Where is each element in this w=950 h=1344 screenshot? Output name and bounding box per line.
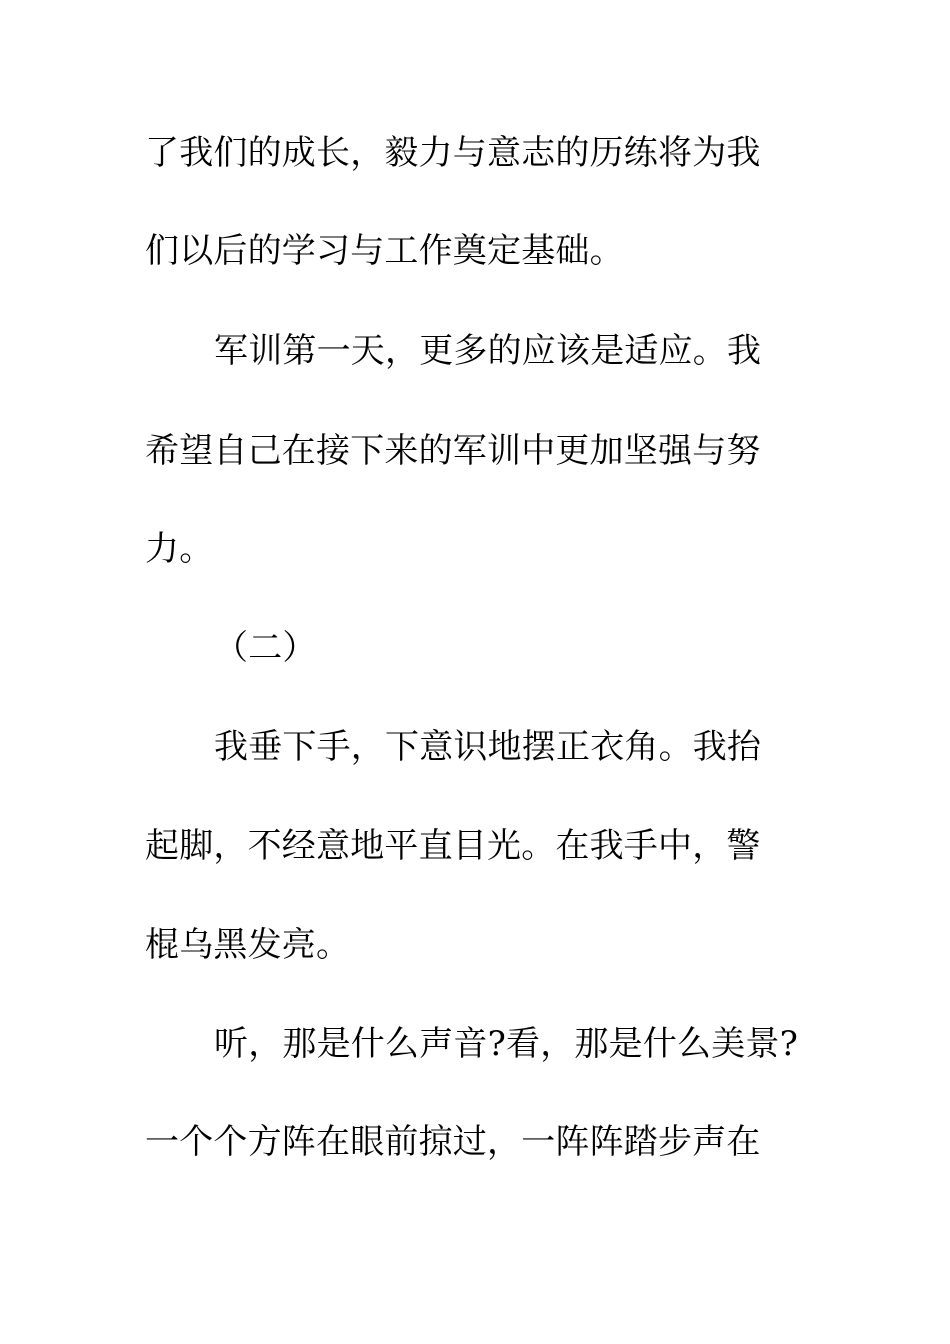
paragraph-start-line: 听，那是什么声音?看，那是什么美景? (214, 1024, 799, 1064)
section-heading: （二） (214, 628, 317, 668)
text-line: 希望自己在接下来的军训中更加坚强与努 (145, 431, 761, 471)
paragraph-start-line: 军训第一天，更多的应该是适应。我 (214, 331, 762, 371)
text-line: 一个个方阵在眼前掠过，一阵阵踏步声在 (145, 1122, 761, 1162)
text-line: 起脚，不经意地平直目光。在我手中，警 (145, 826, 761, 866)
text-line: 们以后的学习与工作奠定基础。 (145, 231, 624, 271)
paragraph-start-line: 我垂下手，下意识地摆正衣角。我抬 (214, 727, 762, 767)
text-line: 力。 (145, 529, 214, 569)
text-line: 了我们的成长，毅力与意志的历练将为我 (145, 133, 761, 173)
text-line: 棍乌黑发亮。 (145, 925, 351, 965)
